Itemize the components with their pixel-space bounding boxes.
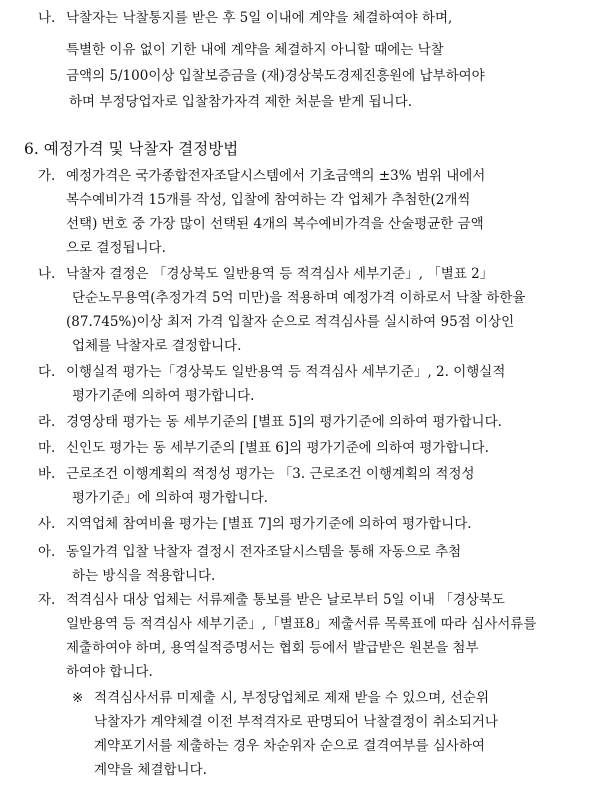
item-text: 예정가격은 국가종합전자조달시스템에서 기초금액의 ±3% 범위 내에서: [66, 168, 486, 184]
item-text: 선택) 번호 중 가장 많이 선택된 4개의 복수예비가격을 산술평균한 금액: [66, 216, 484, 232]
item-text: 금액의 5/100이상 입찰보증금을 (재)경상북도경제진흥원에 납부하여야: [66, 68, 485, 84]
item-text: 특별한 이유 없이 기한 내에 계약을 체결하지 아니할 때에는 낙찰: [66, 42, 444, 58]
item-label: 자.: [38, 592, 56, 608]
item-label: 가.: [38, 168, 56, 184]
item-text: 신인도 평가는 동 세부기준의 [별표 6]의 평가기준에 의하여 평가합니다.: [66, 440, 489, 456]
item-text: 하는 방식을 적용합니다.: [72, 568, 216, 584]
item-text: 이행실적 평가는「경상북도 일반용역 등 적격심사 세부기준」, 2. 이행실적: [66, 364, 506, 380]
item-label: 나.: [38, 266, 56, 282]
section-heading: 6. 예정가격 및 낙찰자 결정방법: [24, 140, 239, 158]
item-text: 복수예비가격 15개를 작성, 입찰에 참여하는 각 업체가 추첨한(2개씩: [66, 192, 471, 208]
item-text: 일반용역 등 적격심사 세부기준」,「별표8」제출서류 목록표에 따라 심사서류를: [66, 616, 537, 632]
item-text: 경영상태 평가는 동 세부기준의 [별표 5]의 평가기준에 의하여 평가합니다.: [66, 414, 502, 430]
item-text: 업체를 낙찰자로 결정합니다.: [72, 338, 242, 354]
note-text: 계약포기서를 제출하는 경우 차순위자 순으로 결격여부를 심사하여: [94, 738, 485, 754]
item-label: 바.: [38, 466, 56, 482]
item-label: 나.: [38, 10, 56, 26]
item-label: 마.: [38, 440, 56, 456]
item-text: 평가기준에 의하여 평가합니다.: [72, 388, 255, 404]
note-mark: ※: [72, 690, 84, 706]
item-label: 다.: [38, 364, 56, 380]
item-label: 사.: [38, 516, 56, 532]
item-text: 으로 결정됩니다.: [66, 240, 166, 256]
item-text: 낙찰자는 낙찰통지를 받은 후 5일 이내에 계약을 체결하여야 하며,: [66, 10, 453, 26]
item-text: 동일가격 입찰 낙찰자 결정시 전자조달시스템을 통해 자동으로 추첨: [66, 544, 462, 560]
item-text: 하며 부정당업자로 입찰참가자격 제한 처분을 받게 됩니다.: [69, 94, 413, 110]
item-text: 평가기준」에 의하여 평가합니다.: [72, 490, 268, 506]
item-label: 라.: [38, 414, 56, 430]
item-text: 근로조건 이행계획의 적정성 평가는 「3. 근로조건 이행계획의 적정성: [66, 466, 475, 482]
item-text: 지역업체 참여비율 평가는 [별표 7]의 평가기준에 의하여 평가합니다.: [66, 516, 472, 532]
item-text: (87.745%)이상 최저 가격 입찰자 순으로 적격심사를 실시하여 95점 이상인: [66, 314, 515, 330]
note-text: 계약을 체결합니다.: [94, 762, 207, 778]
note-text: 적격심사서류 미제출 시, 부정당업체로 제재 받을 수 있으며, 선순위: [94, 690, 490, 706]
item-text: 낙찰자 결정은 「경상북도 일반용역 등 적격심사 세부기준」, 「별표 2」: [66, 266, 494, 282]
note-text: 낙찰자가 계약체결 이전 부적격자로 판명되어 낙찰결정이 취소되거나: [94, 714, 498, 730]
item-text: 적격심사 대상 업체는 서류제출 통보를 받은 날로부터 5일 이내 「경상북도: [66, 592, 505, 608]
item-label: 아.: [38, 544, 56, 560]
item-text: 제출하여야 하며, 용역실적증명서는 협회 등에서 발급받은 원본을 첨부: [66, 640, 479, 656]
item-text: 하여야 합니다.: [66, 664, 153, 680]
item-text: 단순노무용역(추정가격 5억 미만)을 적용하며 예정가격 이하로서 낙찰 하한율: [72, 290, 526, 306]
